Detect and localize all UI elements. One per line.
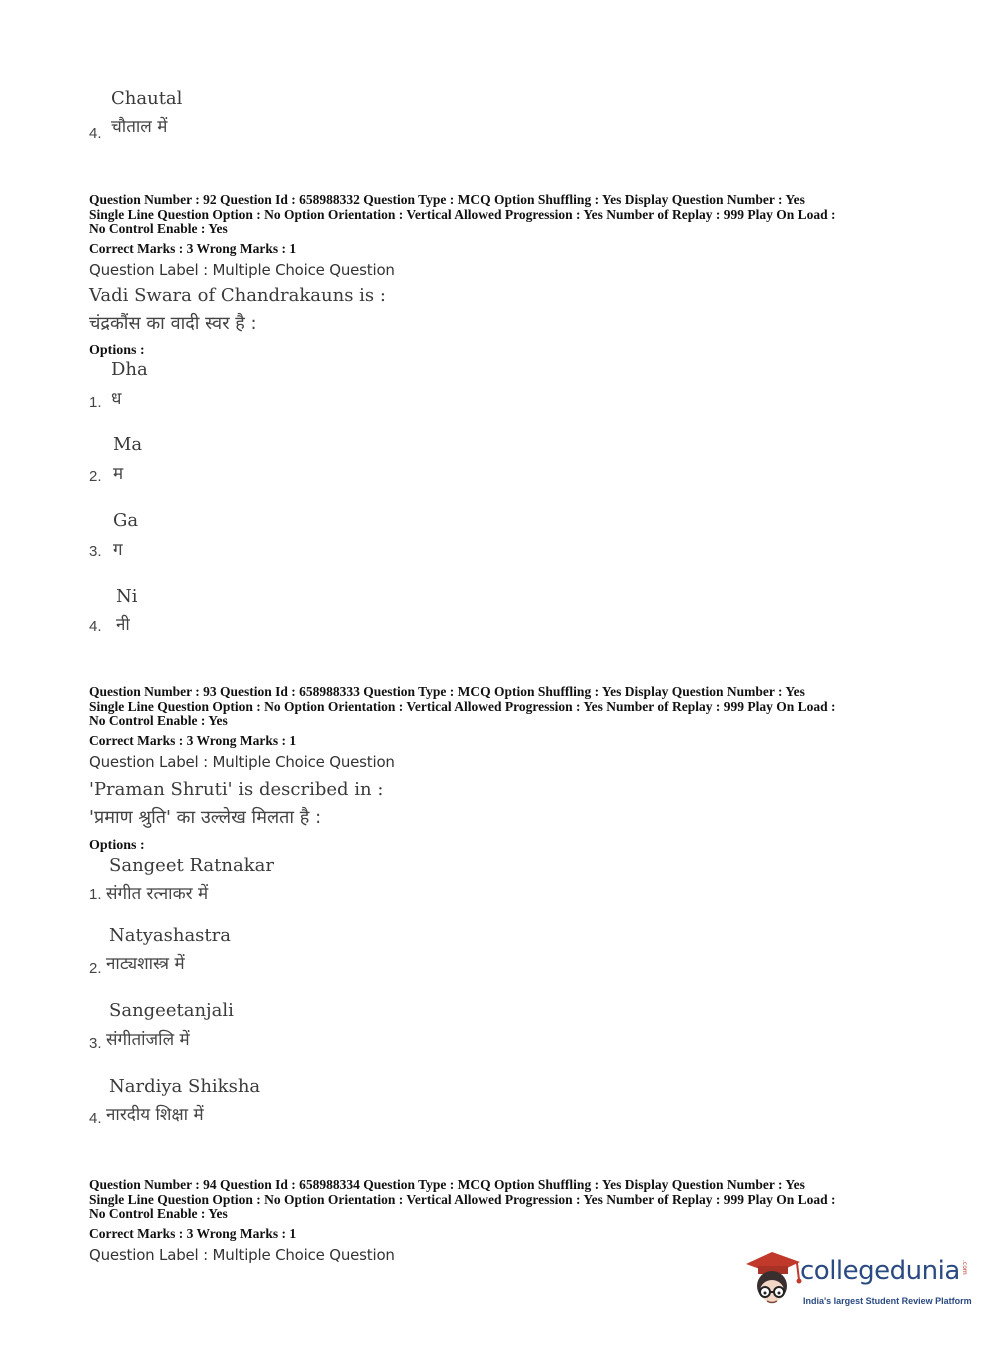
q94-meta-line-2: Single Line Question Option : No Option Orientation : Vertical Allowed Progression : Yes Number of Replay : 999 Play On Load :: [89, 1192, 836, 1207]
prev-option-4-hindi: चौताल में: [111, 117, 168, 137]
q92-option-2-number: 2.: [89, 468, 102, 485]
q92-option-2-english: Ma: [113, 434, 143, 455]
q92-option-1-number: 1.: [89, 394, 102, 411]
q93-option-1-number: 1.: [89, 886, 102, 903]
q94-question-label: Question Label : Multiple Choice Question: [89, 1246, 395, 1264]
q92-option-4-hindi: नी: [116, 615, 130, 635]
q93-option-4-number: 4.: [89, 1110, 102, 1127]
q93-question-label: Question Label : Multiple Choice Question: [89, 753, 395, 771]
q94-meta-line-3: No Control Enable : Yes: [89, 1206, 228, 1221]
q92-meta-line-3: No Control Enable : Yes: [89, 221, 228, 236]
q92-option-3-hindi: ग: [113, 540, 123, 560]
q93-meta-line-2: Single Line Question Option : No Option Orientation : Vertical Allowed Progression : Yes Number of Replay : 999 Play On Load :: [89, 699, 836, 714]
q92-meta-line-1: Question Number : 92 Question Id : 658988332 Question Type : MCQ Option Shuffling : Yes Display Question Number : Yes: [89, 192, 805, 207]
q92-question-hindi: चंद्रकौंस का वादी स्वर है :: [89, 313, 257, 334]
q93-meta-line-3: No Control Enable : Yes: [89, 713, 228, 728]
brand-name: collegedunia: [800, 1256, 960, 1286]
mascot-icon: [742, 1246, 804, 1312]
q93-options-heading: Options :: [89, 838, 145, 853]
brand-tagline: India's largest Student Review Platform: [803, 1296, 972, 1306]
q92-option-4-number: 4.: [89, 618, 102, 635]
q92-option-2-hindi: म: [113, 464, 124, 484]
q93-option-3-english: Sangeetanjali: [109, 1000, 234, 1021]
q94-meta-line-1: Question Number : 94 Question Id : 658988334 Question Type : MCQ Option Shuffling : Yes Display Question Number : Yes: [89, 1177, 805, 1192]
q92-option-3-number: 3.: [89, 543, 102, 560]
q92-option-3-english: Ga: [113, 510, 139, 531]
q92-option-1-hindi: ध: [111, 389, 122, 409]
q92-option-4-english: Ni: [116, 586, 138, 607]
q93-meta-line-1: Question Number : 93 Question Id : 658988333 Question Type : MCQ Option Shuffling : Yes Display Question Number : Yes: [89, 684, 805, 699]
q93-option-1-english: Sangeet Ratnakar: [109, 855, 274, 876]
prev-option-4-number: 4.: [89, 125, 102, 142]
q92-question-english: Vadi Swara of Chandrakauns is :: [89, 285, 386, 306]
q93-option-2-number: 2.: [89, 960, 102, 977]
q92-marks: Correct Marks : 3 Wrong Marks : 1: [89, 241, 297, 256]
q93-option-4-english: Nardiya Shiksha: [109, 1076, 261, 1097]
brand-suffix: .com: [961, 1260, 968, 1275]
prev-option-4-english: Chautal: [111, 88, 183, 109]
q94-marks: Correct Marks : 3 Wrong Marks : 1: [89, 1226, 297, 1241]
q93-option-2-english: Natyashastra: [109, 925, 231, 946]
q92-meta-line-2: Single Line Question Option : No Option Orientation : Vertical Allowed Progression : Yes Number of Replay : 999 Play On Load :: [89, 207, 836, 222]
q93-option-3-hindi: संगीतांजलि में: [106, 1030, 190, 1050]
q93-question-english: 'Praman Shruti' is described in :: [89, 779, 384, 800]
q92-question-label: Question Label : Multiple Choice Question: [89, 261, 395, 279]
q93-option-1-hindi: संगीत रत्नाकर में: [106, 884, 209, 904]
q93-question-hindi: 'प्रमाण श्रुति' का उल्लेख मिलता है :: [89, 807, 322, 828]
q93-option-3-number: 3.: [89, 1035, 102, 1052]
q93-option-2-hindi: नाट्यशास्त्र में: [106, 954, 185, 974]
q93-marks: Correct Marks : 3 Wrong Marks : 1: [89, 733, 297, 748]
collegedunia-watermark: [742, 1246, 972, 1316]
q92-option-1-english: Dha: [111, 359, 148, 380]
q93-option-4-hindi: नारदीय शिक्षा में: [106, 1105, 204, 1125]
q92-options-heading: Options :: [89, 343, 145, 358]
